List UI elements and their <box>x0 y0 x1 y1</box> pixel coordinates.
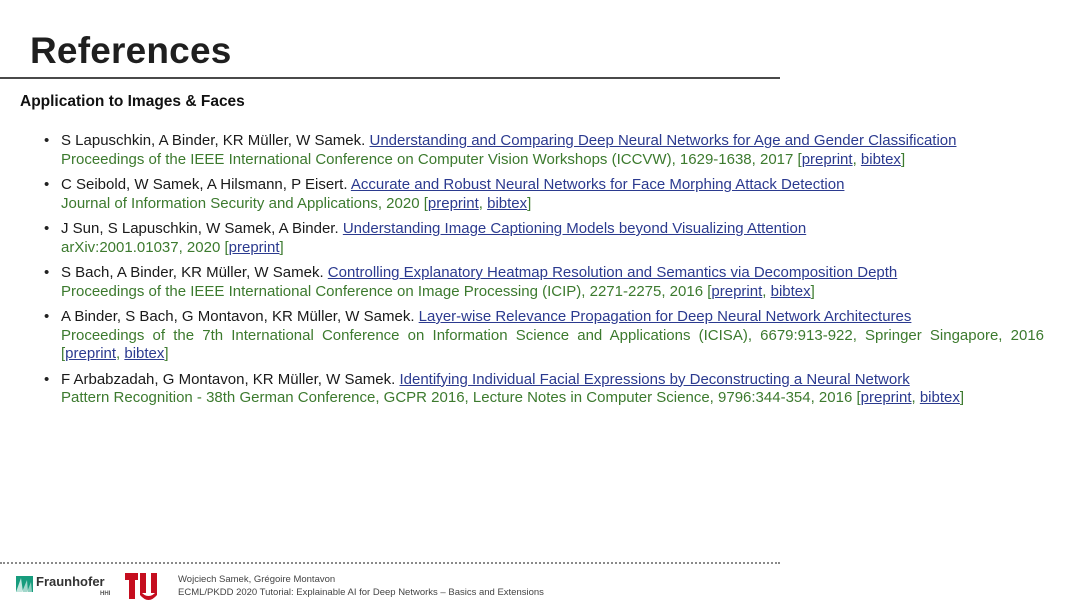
fraunhofer-logo-sub: HHI <box>100 591 111 597</box>
bibtex-link[interactable]: bibtex <box>919 389 960 406</box>
bibtex-link[interactable]: bibtex <box>860 150 901 168</box>
page-title: References <box>30 30 232 71</box>
fraunhofer-logo-text: Fraunhofer <box>36 574 105 589</box>
preprint-link[interactable]: preprint <box>711 282 763 300</box>
reference-item <box>44 220 1044 257</box>
reference-authors: F Arbabzadah, G Montavon, KR Müller, W Samek. <box>61 370 396 388</box>
reference-venue: Journal of Information Security and Applications, 2020 [preprint, bibtex] <box>61 194 532 212</box>
reference-item <box>44 371 1044 408</box>
reference-title-link[interactable]: Understanding and Comparing Deep Neural Networks for Age and Gender Classification <box>369 132 957 149</box>
venue-text: Proceedings of the IEEE International Conference on Image Processing (ICIP), 2271-2275, 2016 <box>61 282 704 300</box>
reference-item <box>44 132 1044 169</box>
reference-authors: S Lapuschkin, A Binder, KR Müller, W Samek. <box>61 132 366 149</box>
footer-event: ECML/PKDD 2020 Tutorial: Explainable AI for Deep Networks – Basics and Extensions <box>178 587 544 598</box>
reference-authors: C Seibold, W Samek, A Hilsmann, P Eisert. <box>61 176 348 193</box>
section-heading: Application to Images & Faces <box>20 93 245 110</box>
venue-text: arXiv:2001.01037, 2020 <box>61 238 221 256</box>
reference-item <box>44 264 1044 301</box>
preprint-link[interactable]: preprint <box>228 238 280 256</box>
venue-text: Proceedings of the 7th International Conference on Information Science and Applications (ICISA), 6679:913-922, Springer Singapore, 2016 <box>61 326 1044 344</box>
reference-item <box>44 176 1044 213</box>
reference-list <box>44 132 1044 415</box>
bibtex-link[interactable]: bibtex <box>487 194 528 212</box>
reference-venue: Pattern Recognition - 38th German Conference, GCPR 2016, Lecture Notes in Computer Science, 9796:344-354, 2016 [preprint, bibtex] <box>61 389 965 406</box>
bibtex-link[interactable]: bibtex <box>124 345 165 362</box>
footer-divider <box>0 562 780 564</box>
venue-text: Proceedings of the IEEE International Conference on Computer Vision Workshops (ICCVW), 1629-1638, 2017 <box>61 150 794 168</box>
fraunhofer-logo <box>16 574 116 600</box>
reference-authors: S Bach, A Binder, KR Müller, W Samek. <box>61 264 324 281</box>
reference-venue: Proceedings of the 7th International Conference on Information Science and Applications (ICISA), 6679:913-922, Springer Singapore, 2016 [preprint, bibtex] <box>61 326 1044 362</box>
reference-title-link[interactable]: Identifying Individual Facial Expressions by Deconstructing a Neural Network <box>399 370 910 388</box>
fraunhofer-logo-icon <box>16 576 33 592</box>
reference-item <box>44 308 1044 364</box>
reference-title-link[interactable]: Understanding Image Captioning Models beyond Visualizing Attention <box>342 220 807 237</box>
reference-venue: arXiv:2001.01037, 2020 [preprint] <box>61 238 284 256</box>
footer-credits <box>178 573 544 599</box>
reference-authors: J Sun, S Lapuschkin, W Samek, A Binder. <box>61 220 339 237</box>
footer-authors: Wojciech Samek, Grégoire Montavon <box>178 574 336 585</box>
reference-authors: A Binder, S Bach, G Montavon, KR Müller, W Samek. <box>61 308 415 325</box>
preprint-link[interactable]: preprint <box>860 389 912 406</box>
reference-venue: Proceedings of the IEEE International Conference on Image Processing (ICIP), 2271-2275, 2016 [preprint, bibtex] <box>61 282 815 300</box>
preprint-link[interactable]: preprint <box>801 150 853 168</box>
title-divider <box>0 77 780 79</box>
reference-venue: Proceedings of the IEEE International Conference on Computer Vision Workshops (ICCVW), 1629-1638, 2017 [preprint, bibtex] <box>61 150 906 168</box>
tu-berlin-logo-icon <box>124 571 162 601</box>
preprint-link[interactable]: preprint <box>65 345 117 362</box>
preprint-link[interactable]: preprint <box>427 194 479 212</box>
venue-text: Pattern Recognition - 38th German Conference, GCPR 2016, Lecture Notes in Computer Science, 9796:344-354, 2016 <box>61 389 853 406</box>
reference-title-link[interactable]: Layer-wise Relevance Propagation for Deep Neural Network Architectures <box>418 308 912 325</box>
reference-title-link[interactable]: Accurate and Robust Neural Networks for Face Morphing Attack Detection <box>350 176 845 193</box>
venue-text: Journal of Information Security and Applications, 2020 <box>61 194 420 212</box>
bibtex-link[interactable]: bibtex <box>770 282 811 300</box>
reference-title-link[interactable]: Controlling Explanatory Heatmap Resolution and Semantics via Decomposition Depth <box>327 264 898 281</box>
